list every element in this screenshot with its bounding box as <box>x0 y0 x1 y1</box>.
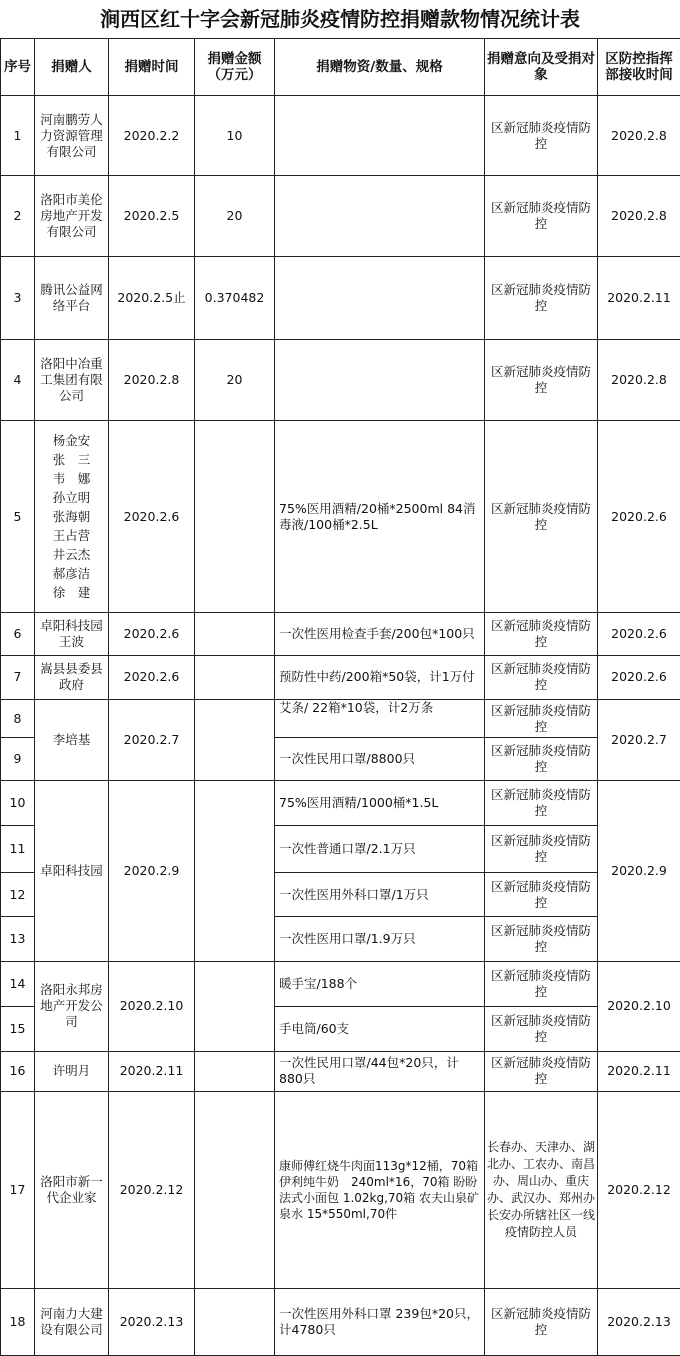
cell-target: 区新冠肺炎疫情防控 <box>485 95 598 176</box>
cell-items <box>275 95 485 176</box>
cell-received: 2020.2.7 <box>598 699 680 780</box>
cell-seq: 1 <box>1 95 35 176</box>
cell-donor: 嵩县县委县政府 <box>35 655 109 699</box>
cell-received: 2020.2.8 <box>598 95 680 176</box>
cell-target: 长春办、天津办、湖北办、工农办、南昌办、周山办、重庆办、武汉办、郑州办长安办所辖社区一线疫情防控人员 <box>485 1092 598 1289</box>
table-row <box>1 699 680 737</box>
cell-date: 2020.2.9 <box>109 780 195 961</box>
cell-target: 区新冠肺炎疫情防控 <box>485 655 598 699</box>
donor-name: 韦 娜 <box>52 471 91 487</box>
cell-seq: 12 <box>1 872 35 916</box>
cell-target: 区新冠肺炎疫情防控 <box>485 257 598 340</box>
table-row <box>1 655 680 699</box>
cell-date: 2020.2.6 <box>109 421 195 613</box>
table-row <box>1 340 680 421</box>
cell-seq: 10 <box>1 780 35 825</box>
cell-seq: 2 <box>1 176 35 257</box>
cell-date: 2020.2.2 <box>109 95 195 176</box>
table-row <box>1 1092 680 1289</box>
table-row <box>1 613 680 655</box>
cell-donor <box>35 421 109 613</box>
cell-received: 2020.2.11 <box>598 257 680 340</box>
cell-target: 区新冠肺炎疫情防控 <box>485 826 598 872</box>
cell-items: 一次性普通口罩/2.1万只 <box>275 826 485 872</box>
cell-target: 区新冠肺炎疫情防控 <box>485 176 598 257</box>
cell-items: 康师傅红烧牛肉面113g*12桶，70箱 伊利纯牛奶 240ml*16，70箱 盼盼法式小面包 1.02kg,70箱 农夫山泉矿泉水 15*550ml,70件 <box>275 1092 485 1289</box>
cell-date: 2020.2.10 <box>109 961 195 1051</box>
donor-name-list <box>53 431 91 602</box>
cell-amount <box>195 613 275 655</box>
cell-donor: 李培基 <box>35 699 109 780</box>
table-row <box>1 1051 680 1091</box>
cell-received: 2020.2.6 <box>598 613 680 655</box>
table-row <box>1 1289 680 1356</box>
table-row <box>1 176 680 257</box>
cell-items <box>275 340 485 421</box>
cell-donor: 洛阳市新一代企业家 <box>35 1092 109 1289</box>
cell-received: 2020.2.10 <box>598 961 680 1051</box>
cell-seq: 13 <box>1 917 35 961</box>
cell-donor: 腾讯公益网络平台 <box>35 257 109 340</box>
donor-name: 孙立明 <box>52 490 91 506</box>
header-items: 捐赠物资/数量、规格 <box>275 39 485 96</box>
cell-seq: 18 <box>1 1289 35 1356</box>
cell-date: 2020.2.6 <box>109 655 195 699</box>
cell-seq: 17 <box>1 1092 35 1289</box>
cell-target: 区新冠肺炎疫情防控 <box>485 699 598 737</box>
cell-amount <box>195 699 275 780</box>
cell-donor: 卓阳科技园 <box>35 780 109 961</box>
header-received: 区防控指挥部接收时间 <box>598 39 680 96</box>
cell-seq: 6 <box>1 613 35 655</box>
cell-donor: 洛阳中冶重工集团有限公司 <box>35 340 109 421</box>
cell-target: 区新冠肺炎疫情防控 <box>485 780 598 825</box>
cell-amount <box>195 1289 275 1356</box>
cell-donor: 河南力大建设有限公司 <box>35 1289 109 1356</box>
page-title: 涧西区红十字会新冠肺炎疫情防控捐赠款物情况统计表 <box>100 7 580 31</box>
table-row <box>1 421 680 613</box>
cell-items: 一次性医用外科口罩/1万只 <box>275 872 485 916</box>
cell-donor: 洛阳永邦房地产开发公司 <box>35 961 109 1051</box>
donor-name: 张海朝 <box>52 509 91 525</box>
cell-date: 2020.2.7 <box>109 699 195 780</box>
cell-amount: 0.370482 <box>195 257 275 340</box>
cell-amount <box>195 1092 275 1289</box>
cell-received: 2020.2.6 <box>598 655 680 699</box>
donor-name: 王占营 <box>52 528 91 544</box>
cell-items <box>275 257 485 340</box>
cell-amount <box>195 655 275 699</box>
cell-date: 2020.2.8 <box>109 340 195 421</box>
cell-items: 暖手宝/188个 <box>275 961 485 1006</box>
cell-seq: 8 <box>1 699 35 737</box>
cell-amount: 10 <box>195 95 275 176</box>
table-row <box>1 780 680 825</box>
cell-seq: 15 <box>1 1007 35 1051</box>
cell-received: 2020.2.13 <box>598 1289 680 1356</box>
cell-target: 区新冠肺炎疫情防控 <box>485 1289 598 1356</box>
donor-name: 张 三 <box>52 452 91 468</box>
cell-items: 一次性医用检查手套/200包*100只 <box>275 613 485 655</box>
cell-target: 区新冠肺炎疫情防控 <box>485 917 598 961</box>
cell-seq: 3 <box>1 257 35 340</box>
donor-name: 杨金安 <box>52 433 91 449</box>
cell-amount <box>195 1051 275 1091</box>
cell-items: 一次性医用外科口罩 239包*20只，计4780只 <box>275 1289 485 1356</box>
donor-name: 徐 建 <box>52 585 91 601</box>
cell-donor: 许明月 <box>35 1051 109 1091</box>
cell-target: 区新冠肺炎疫情防控 <box>485 613 598 655</box>
cell-items: 一次性民用口罩/44包*20只，计880只 <box>275 1051 485 1091</box>
cell-seq: 9 <box>1 738 35 780</box>
cell-date: 2020.2.13 <box>109 1289 195 1356</box>
cell-received: 2020.2.8 <box>598 340 680 421</box>
cell-seq: 16 <box>1 1051 35 1091</box>
cell-items: 一次性医用口罩/1.9万只 <box>275 917 485 961</box>
cell-seq: 5 <box>1 421 35 613</box>
cell-date: 2020.2.5 <box>109 176 195 257</box>
cell-items: 一次性民用口罩/8800只 <box>275 738 485 780</box>
donor-name: 郝彦洁 <box>52 566 91 582</box>
cell-seq: 11 <box>1 826 35 872</box>
cell-date: 2020.2.5止 <box>109 257 195 340</box>
table-row <box>1 95 680 176</box>
header-target: 捐赠意向及受捐对象 <box>485 39 598 96</box>
cell-target: 区新冠肺炎疫情防控 <box>485 738 598 780</box>
cell-amount <box>195 961 275 1051</box>
cell-amount: 20 <box>195 176 275 257</box>
cell-received: 2020.2.11 <box>598 1051 680 1091</box>
cell-target: 区新冠肺炎疫情防控 <box>485 961 598 1006</box>
cell-items: 75%医用酒精/1000桶*1.5L <box>275 780 485 825</box>
cell-target: 区新冠肺炎疫情防控 <box>485 1007 598 1051</box>
donor-name: 井云杰 <box>52 547 91 563</box>
cell-target: 区新冠肺炎疫情防控 <box>485 340 598 421</box>
cell-seq: 7 <box>1 655 35 699</box>
cell-seq: 14 <box>1 961 35 1006</box>
cell-items: 预防性中药/200箱*50袋，计1万付 <box>275 655 485 699</box>
cell-received: 2020.2.6 <box>598 421 680 613</box>
header-seq: 序号 <box>1 39 35 96</box>
cell-received: 2020.2.8 <box>598 176 680 257</box>
cell-received: 2020.2.9 <box>598 780 680 961</box>
cell-date: 2020.2.11 <box>109 1051 195 1091</box>
cell-items: 手电筒/60支 <box>275 1007 485 1051</box>
header-row <box>1 39 680 96</box>
cell-donor: 卓阳科技园 王波 <box>35 613 109 655</box>
cell-amount <box>195 780 275 961</box>
header-date: 捐赠时间 <box>109 39 195 96</box>
cell-donor: 洛阳市美伦房地产开发有限公司 <box>35 176 109 257</box>
cell-date: 2020.2.6 <box>109 613 195 655</box>
header-donor: 捐赠人 <box>35 39 109 96</box>
cell-items: 艾条/ 22箱*10袋，计2万条 <box>275 699 485 737</box>
cell-items: 75%医用酒精/20桶*2500ml 84消毒液/100桶*2.5L <box>275 421 485 613</box>
cell-seq: 4 <box>1 340 35 421</box>
header-amount: 捐赠金额（万元） <box>195 39 275 96</box>
cell-date: 2020.2.12 <box>109 1092 195 1289</box>
cell-amount: 20 <box>195 340 275 421</box>
table-row <box>1 961 680 1006</box>
table-row <box>1 257 680 340</box>
cell-amount <box>195 421 275 613</box>
donation-table <box>0 38 680 1356</box>
cell-donor: 河南鹏劳人力资源管理有限公司 <box>35 95 109 176</box>
cell-target: 区新冠肺炎疫情防控 <box>485 872 598 916</box>
cell-target: 区新冠肺炎疫情防控 <box>485 1051 598 1091</box>
cell-items <box>275 176 485 257</box>
cell-received: 2020.2.12 <box>598 1092 680 1289</box>
cell-target: 区新冠肺炎疫情防控 <box>485 421 598 613</box>
